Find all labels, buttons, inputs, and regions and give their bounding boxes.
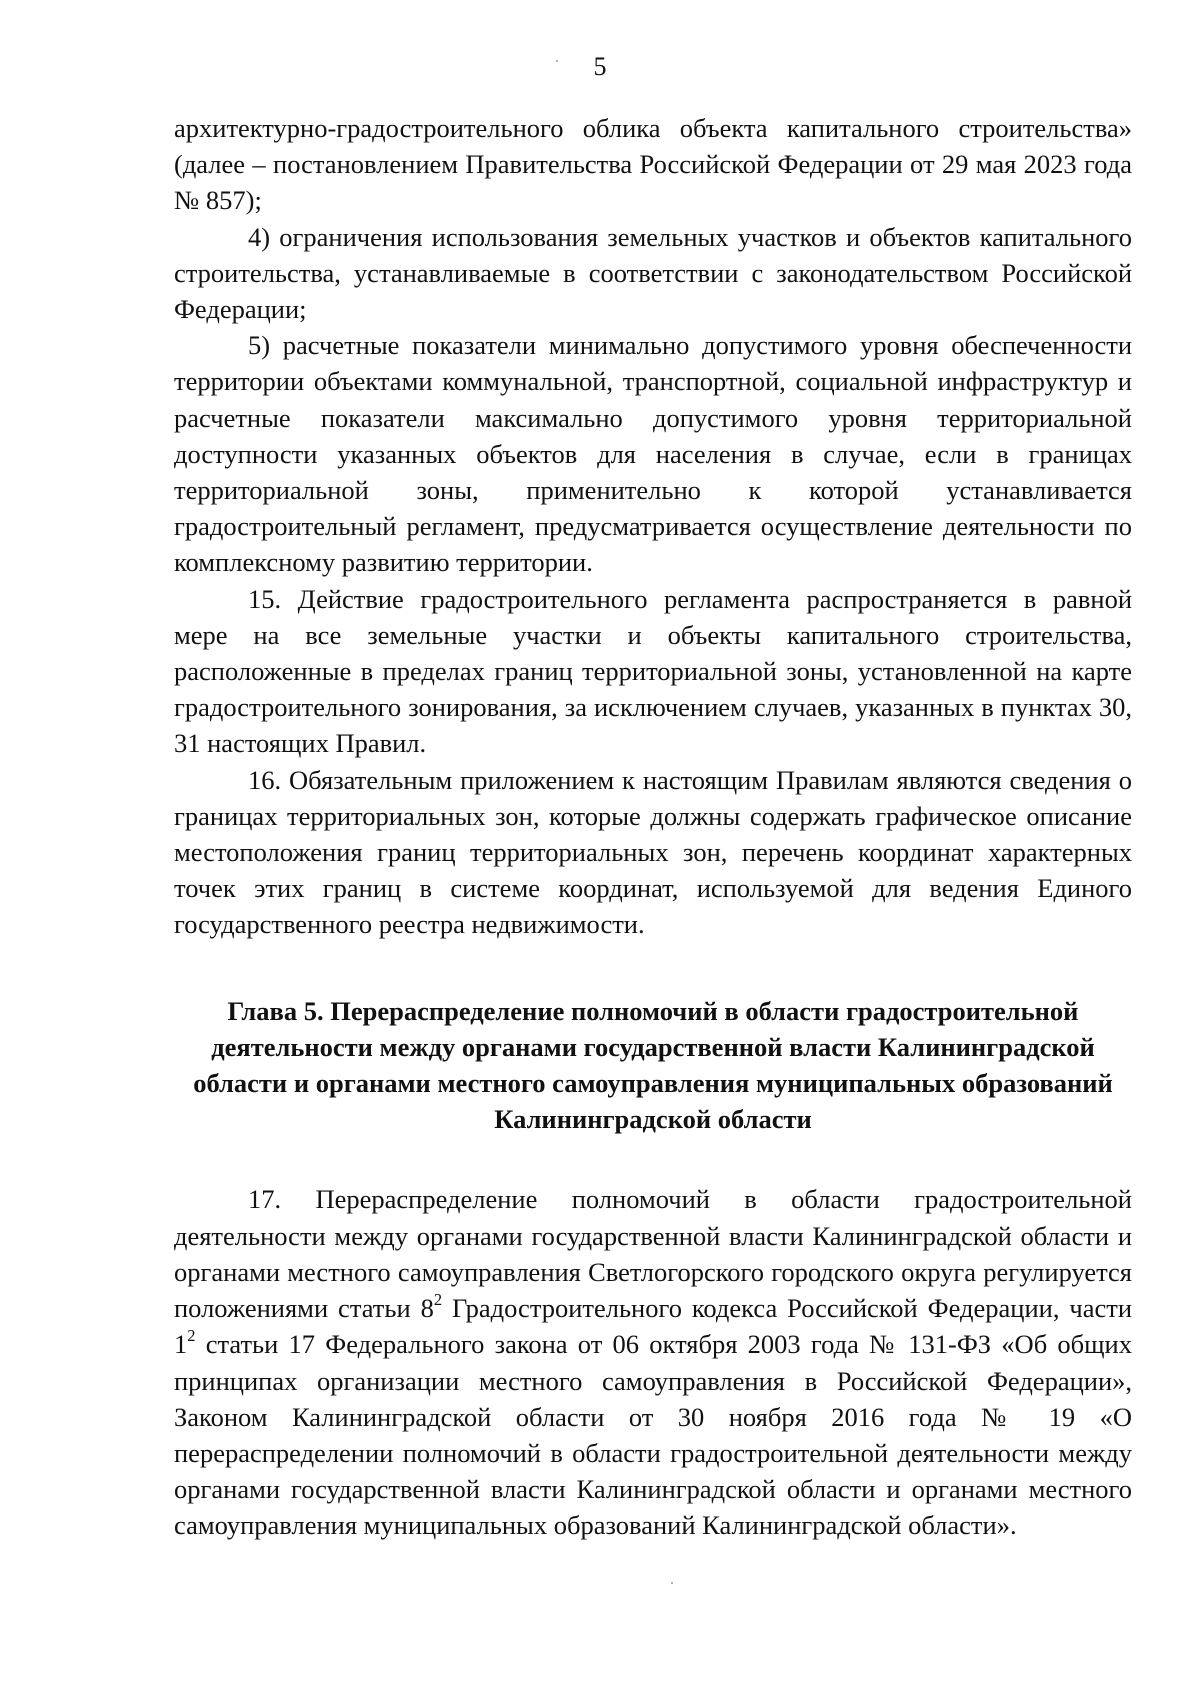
page-number: 5	[593, 52, 607, 81]
paragraph-item-4: 4) ограничения использования земельных участков и объектов капитального строительства, устанавливаемые в соответствии с законодательством Российской Федерации;	[174, 221, 1132, 325]
chapter-title: Глава 5. Перераспределение полномочий в области градостроительной деятельности между органами государственной власти Калининградской области и органами местного самоуправления муниципальных образований Калининградской области	[193, 995, 1113, 1135]
scan-speck	[671, 1582, 673, 1584]
paragraph-continuation: архитектурно-градостроительного облика объекта капитального строительства» (далее – постановлением Правительства Российской Федерации от 29 мая 2023 года № 857);	[174, 113, 1132, 216]
paragraph-item-5: 5) расчетные показатели минимально допустимого уровня обеспеченности территории объектами коммунальной, транспортной, социальной инфраструктур и расчетные показатели максимально допустимого уровня территориальной доступности указанных объектов для населения в случае, если в границах территориальной зоны, применительно к которой устанавливается градостроительный регламент, предусматривается осуществление деятельности по комплексному развитию территории.	[174, 330, 1132, 578]
document-body	[174, 110, 1132, 1544]
paragraph-17-part2: Градостроительного кодекса Российской Федерации, части 1	[174, 1293, 1132, 1360]
paragraph-15: 15. Действие градостроительного регламента распространяется в равной мере на все земельные участки и объекты капитального строительства, расположенные в пределах границ территориальной зоны, установленной на карте градостроительного зонирования, за исключением случаев, указанных в пунктах 30, 31 настоящих Правил.	[174, 583, 1132, 759]
superscript: 2	[187, 1326, 196, 1346]
paragraph-16: 16. Обязательным приложением к настоящим Правилам являются сведения о границах территориальных зон, которые должны содержать графическое описание местоположения границ территориальных зон, перечень координат характерных точек этих границ в системе координат, используемой для ведения Единого государственного реестра недвижимости.	[174, 764, 1132, 940]
superscript: 2	[433, 1290, 443, 1310]
paragraph-17-part3: статьи 17 Федерального закона от 06 октября 2003 года № 131-ФЗ «Об общих принципах организации местного самоуправления в Российской Федерации», Законом Калининградской области от 30 ноября 2016 года № 19 «О перераспределении полномочий в области градостроительной деятельности между органами государственной власти Калининградской области и органами местного самоуправления муниципальных образований Калининградской области».	[174, 1329, 1132, 1541]
paragraph-17-part1: 17. Перераспределение полномочий в области градостроительной деятельности между органами государственной власти Калининградской области и органами местного самоуправления Светлогорского городского округа регулируется положениями статьи 8	[174, 1184, 1132, 1324]
paragraph-17	[174, 1181, 1132, 1543]
